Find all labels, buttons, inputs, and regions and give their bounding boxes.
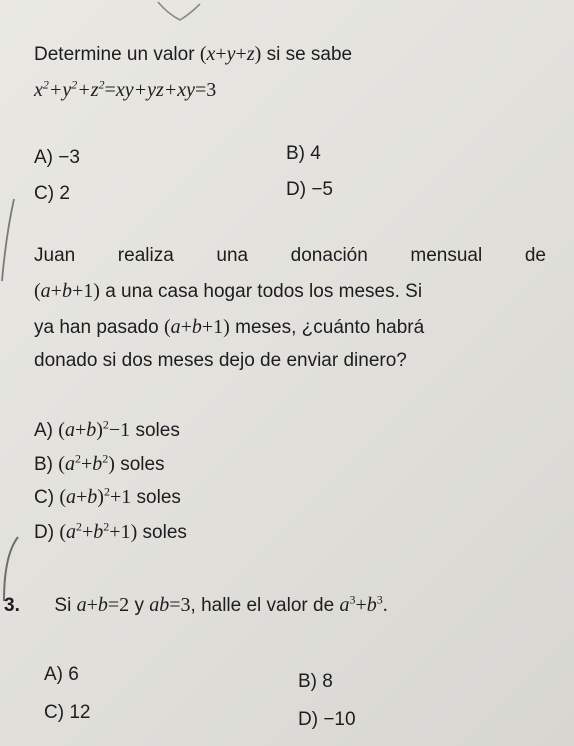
problem3-option-d: D) −10 xyxy=(298,709,356,730)
problem1-option-c: C) 2 xyxy=(34,183,70,204)
word: mensual xyxy=(410,245,483,266)
word: una xyxy=(216,245,249,266)
problem2-line2 xyxy=(34,281,422,301)
problem1-equation: $x^2+y^2+z^2=xy+yz+xy=3$ xyxy=(34,77,217,101)
problem1-expression: (x+y+z) xyxy=(199,43,262,65)
word: de xyxy=(524,245,546,266)
problem2-line3-b: meses, ¿cuánto habrá xyxy=(235,317,425,338)
problem2-option-a xyxy=(34,417,180,441)
option-c-expression: $(a+b)^2+1$ xyxy=(59,484,132,508)
option-label: B) xyxy=(34,454,53,475)
word: donación xyxy=(290,245,368,266)
problem2-option-d xyxy=(34,519,187,543)
problem3-y: y xyxy=(134,595,144,616)
problem2-line4: donado si dos meses dejo de enviar dinero? xyxy=(34,350,407,371)
problem2-line3 xyxy=(34,317,424,337)
problem3-text: , halle el valor de xyxy=(190,595,335,616)
problem3-option-c: C) 12 xyxy=(44,702,91,723)
option-label: C) xyxy=(34,487,55,508)
option-d-expression: $(a^2+b^2+1)$ xyxy=(59,519,138,543)
problem3-option-a: A) 6 xyxy=(44,664,79,685)
option-label: D) xyxy=(34,522,55,543)
problem3-stem xyxy=(4,592,388,616)
option-unit: soles xyxy=(135,420,180,441)
pencil-mark-left xyxy=(0,195,20,285)
problem1-stem-b: si se sabe xyxy=(266,44,353,65)
problem1-option-a: A) −3 xyxy=(34,147,80,168)
problem2-expression-2: (a+b+1) xyxy=(163,316,230,338)
option-unit: soles xyxy=(136,487,181,508)
problem3-number: 3. xyxy=(4,595,20,616)
problem2-line2-text: a una casa hogar todos los meses. Si xyxy=(105,281,423,302)
pencil-mark-top xyxy=(150,0,210,24)
option-label: A) xyxy=(34,420,53,441)
problem2-option-c xyxy=(34,484,181,508)
problem3-option-b: B) 8 xyxy=(298,671,333,692)
problem1-stem-a: Determine un valor xyxy=(34,44,195,65)
problem3-condition-2: ab=3 xyxy=(149,594,191,616)
problem2-line1 xyxy=(34,246,546,265)
problem2-line3-a: ya han pasado xyxy=(34,317,159,338)
option-unit: soles xyxy=(142,522,187,543)
word: Juan xyxy=(34,245,76,266)
option-a-expression: $(a+b)^2-1$ xyxy=(58,417,131,441)
problem1-option-b: B) 4 xyxy=(286,143,321,164)
word: realiza xyxy=(117,245,174,266)
option-b-expression: $(a^2+b^2)$ xyxy=(58,451,115,475)
problem3-condition-1: a+b=2 xyxy=(76,594,130,616)
problem2-option-b xyxy=(34,451,165,475)
problem2-expression-1: (a+b+1) xyxy=(34,280,100,302)
problem1-stem xyxy=(34,44,352,64)
option-unit: soles xyxy=(120,454,165,475)
problem1-option-d: D) −5 xyxy=(286,179,333,200)
problem3-si: Si xyxy=(54,595,72,616)
problem3-target-expression: $a^3+b^3$. xyxy=(339,592,388,616)
